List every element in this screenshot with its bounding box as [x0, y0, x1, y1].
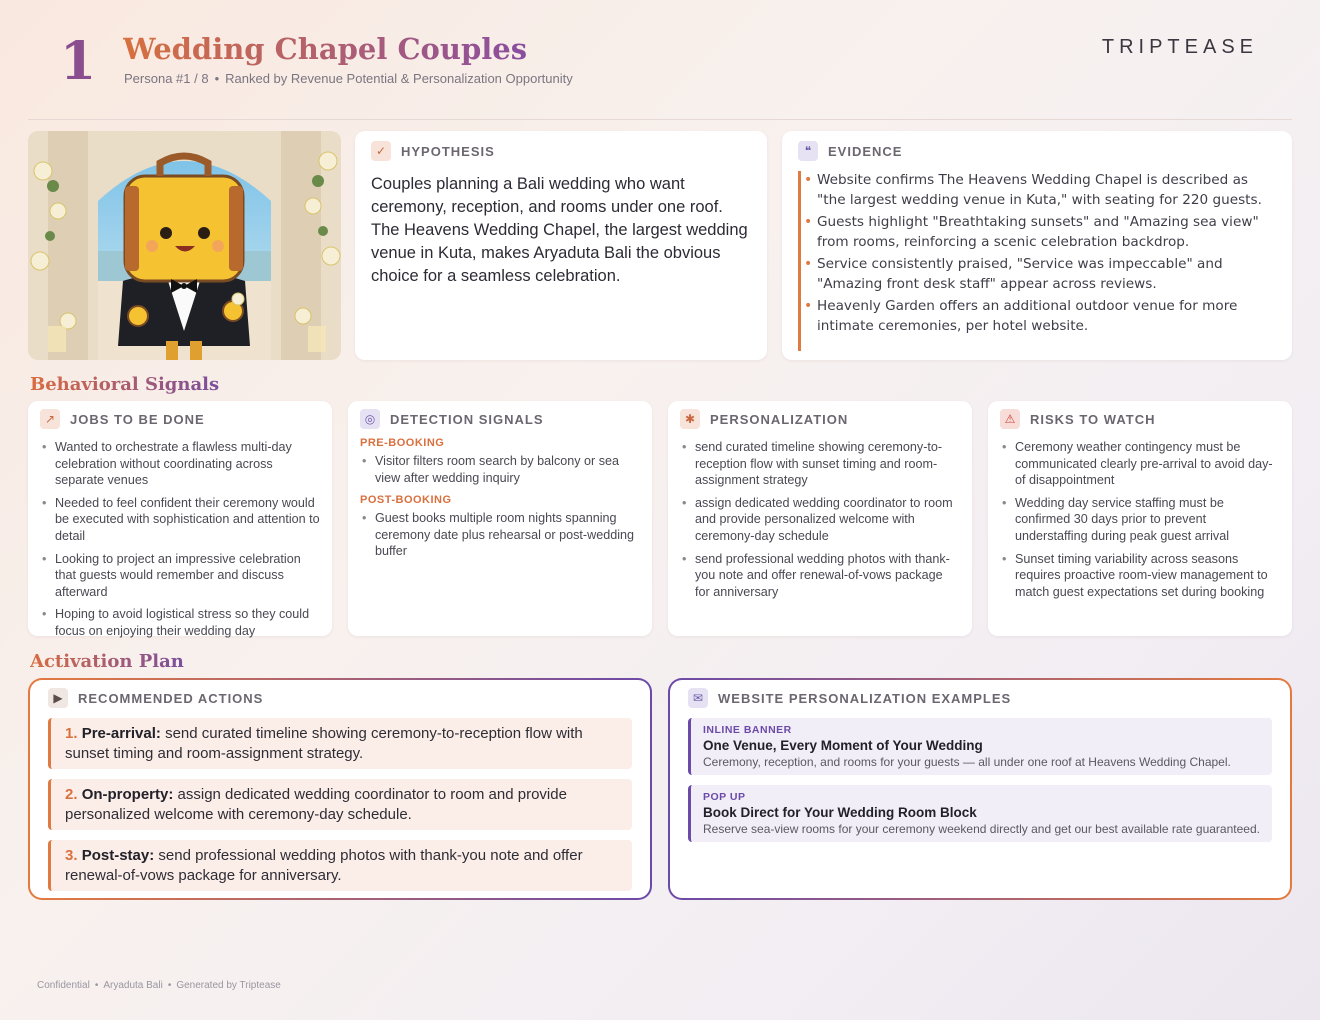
post-booking-list — [360, 510, 640, 560]
action-text: send curated timeline showing ceremony-to-reception flow with sunset timing and room-assignment strategy. — [65, 725, 583, 762]
detection-card — [348, 401, 652, 636]
persona-count: Persona #1 / 8 — [124, 71, 209, 86]
action-number: 3. — [65, 847, 78, 864]
personalization-card — [668, 401, 972, 636]
ranking-note: Ranked by Revenue Potential & Personalization Opportunity — [225, 71, 573, 86]
example-item — [688, 718, 1272, 775]
list-item: • Needed to feel confident their ceremony would be executed with sophistication and attention to detail — [40, 495, 320, 545]
action-number: 2. — [65, 786, 78, 803]
example-type: INLINE BANNER — [703, 724, 792, 736]
website-examples-card — [668, 678, 1292, 900]
recommended-actions-body — [30, 680, 650, 898]
website-examples-body — [670, 680, 1290, 898]
evidence-item: • Heavenly Garden offers an additional outdoor venue for more intimate ceremonies, per hotel website. — [817, 297, 1276, 336]
page-title: Wedding Chapel Couples — [123, 32, 528, 66]
list-item: • Ceremony weather contingency must be communicated clearly pre-arrival to avoid day-of disappointment — [1000, 439, 1280, 489]
evidence-card — [782, 131, 1292, 360]
plan-section-title: Activation Plan — [30, 651, 184, 672]
actions-header — [48, 688, 632, 708]
evidence-item: • Service consistently praised, "Service was impeccable" and "Amazing front desk staff" appear across reviews. — [817, 255, 1276, 294]
evidence-item: • Guests highlight "Breathtaking sunsets" and "Amazing sea view" from rooms, reinforcing a scenic celebration backdrop. — [817, 213, 1276, 252]
detection-header — [360, 409, 640, 429]
mail-icon: ✉ — [688, 688, 708, 708]
separator-dot: • — [214, 71, 220, 86]
actions-label: RECOMMENDED ACTIONS — [78, 690, 264, 706]
risks-header — [1000, 409, 1280, 429]
action-item — [48, 718, 632, 769]
personalization-label: PERSONALIZATION — [710, 411, 849, 427]
hypothesis-text: Couples planning a Bali wedding who want ceremony, reception, and rooms under one roof. The Heavens Wedding Chapel, the largest wedding venue in Kuta, makes Aryaduta Bali the obvious choice for a seamless celebration. — [371, 175, 748, 285]
persona-illustration — [28, 131, 341, 360]
quote-icon: ❝ — [798, 141, 818, 161]
action-number: 1. — [65, 725, 78, 742]
list-item: • Sunset timing variability across seasons requires proactive room-view management to match guest expectations set during booking — [1000, 551, 1280, 601]
hotel-name: Aryaduta Bali — [103, 980, 163, 991]
signals-section-title: Behavioral Signals — [30, 374, 220, 395]
list-item: • Looking to project an impressive celebration that guests would remember and discuss afterward — [40, 551, 320, 601]
action-phase: Post-stay: — [81, 847, 155, 864]
hypothesis-header — [371, 141, 751, 161]
post-booking-label: POST-BOOKING — [360, 494, 452, 507]
jobs-list — [40, 439, 320, 640]
example-title: One Venue, Every Moment of Your Wedding — [703, 738, 983, 753]
action-text: send professional wedding photos with thank-you note and offer renewal-of-vows package for anniversary. — [65, 847, 583, 884]
action-item — [48, 779, 632, 830]
hypothesis-label: HYPOTHESIS — [401, 143, 495, 159]
separator-dot: • — [167, 980, 172, 991]
evidence-list — [798, 171, 1276, 351]
jobs-card — [28, 401, 332, 636]
action-phase: Pre-arrival: — [81, 725, 161, 742]
page-subtitle — [124, 71, 573, 86]
example-type: POP UP — [703, 791, 746, 803]
example-item — [688, 785, 1272, 842]
list-item: • Visitor filters room search by balcony or sea view after wedding inquiry — [360, 453, 640, 486]
evidence-label: EVIDENCE — [828, 143, 903, 159]
example-title: Book Direct for Your Wedding Room Block — [703, 805, 977, 820]
list-item: • assign dedicated wedding coordinator to room and provide personalized welcome with ceremony-day schedule — [680, 495, 960, 545]
evidence-header — [798, 141, 1276, 161]
list-item: • Guest books multiple room nights spanning ceremony date plus rehearsal or post-wedding buffer — [360, 510, 640, 560]
hypothesis-card — [355, 131, 767, 360]
warning-icon: ⚠ — [1000, 409, 1020, 429]
example-description: Reserve sea-view rooms for your ceremony weekend directly and get our best available rate guaranteed. — [703, 822, 1260, 836]
page-header — [28, 28, 1292, 120]
list-item: • Hoping to avoid logistical stress so they could focus on enjoying their wedding day — [40, 606, 320, 639]
jobs-label: JOBS TO BE DONE — [70, 411, 205, 427]
list-item: • send curated timeline showing ceremony-to-reception flow with sunset timing and room-assignment strategy — [680, 439, 960, 489]
target-icon: ◎ — [360, 409, 380, 429]
separator-dot: • — [94, 980, 99, 991]
action-phase: On-property: — [81, 786, 174, 803]
risks-list — [1000, 439, 1280, 600]
confidential-label: Confidential — [37, 980, 90, 991]
examples-header — [688, 688, 1272, 708]
suitcase-groom-image — [28, 131, 341, 360]
recommended-actions-card — [28, 678, 652, 900]
risks-label: RISKS TO WATCH — [1030, 411, 1156, 427]
example-description: Ceremony, reception, and rooms for your guests — all under one roof at Heavens Wedding Chapel. — [703, 755, 1231, 769]
brand-logo: TRIPTEASE — [1101, 36, 1258, 58]
examples-label: WEBSITE PERSONALIZATION EXAMPLES — [718, 690, 1012, 706]
persona-rank: 1 — [60, 31, 97, 92]
arrow-up-right-icon: ↗ — [40, 409, 60, 429]
pre-booking-label: PRE-BOOKING — [360, 437, 445, 449]
risks-card — [988, 401, 1292, 636]
generated-by: Generated by Triptease — [176, 980, 281, 991]
evidence-item: • Website confirms The Heavens Wedding Chapel is described as "the largest wedding venue in Kuta," with seating for 220 guests. — [817, 171, 1276, 210]
action-item — [48, 840, 632, 891]
page-footer — [37, 980, 281, 991]
check-icon: ✓ — [371, 141, 391, 161]
list-item: • Wedding day service staffing must be confirmed 30 days prior to prevent understaffing during peak guest arrival — [1000, 495, 1280, 545]
detection-label: DETECTION SIGNALS — [390, 411, 544, 427]
personalization-list — [680, 439, 960, 600]
sparkle-icon: ✱ — [680, 409, 700, 429]
jobs-header — [40, 409, 320, 429]
personalization-header — [680, 409, 960, 429]
list-item: • Wanted to orchestrate a flawless multi-day celebration without coordinating across separate venues — [40, 439, 320, 489]
pre-booking-list — [360, 453, 640, 486]
list-item: • send professional wedding photos with thank-you note and offer renewal-of-vows package for anniversary — [680, 551, 960, 601]
play-icon: ▶ — [48, 688, 68, 708]
action-text: assign dedicated wedding coordinator to room and provide personalized welcome with ceremony-day schedule. — [65, 786, 567, 823]
